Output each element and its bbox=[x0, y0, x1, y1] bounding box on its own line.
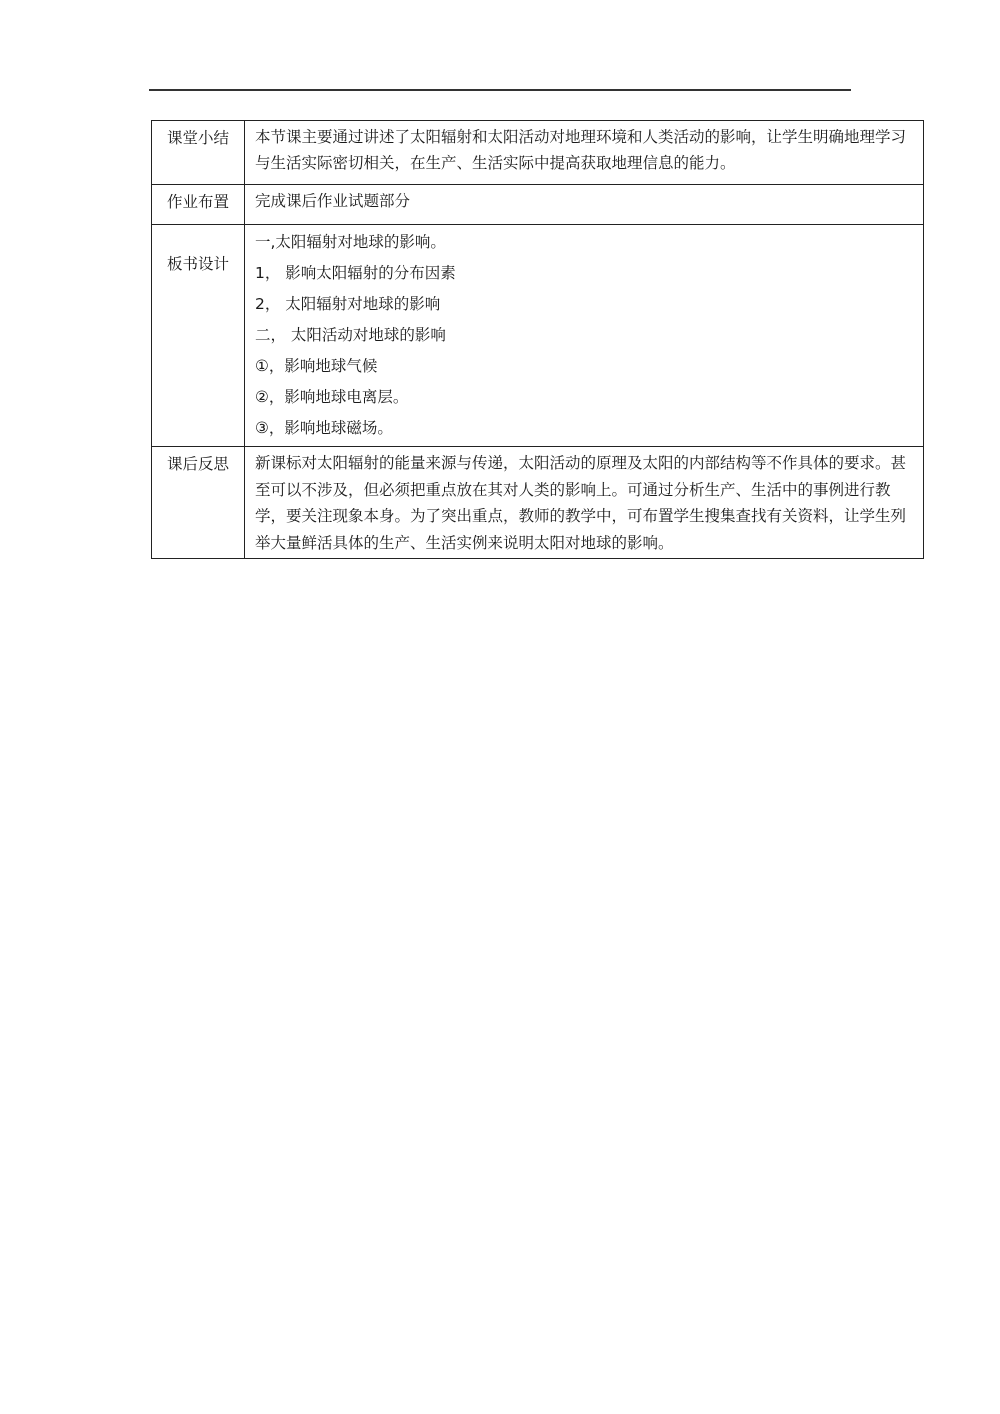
board-line: ②，影响地球电离层。 bbox=[255, 388, 409, 406]
homework-label: 作业布置 bbox=[152, 185, 245, 225]
board-line: 一,太阳辐射对地球的影响。 bbox=[255, 233, 446, 251]
reflection-content bbox=[245, 447, 924, 559]
board-line: 2， 太阳辐射对地球的影响 bbox=[255, 295, 441, 313]
board-line: ①，影响地球气候 bbox=[255, 357, 378, 375]
table-row-homework bbox=[152, 185, 924, 225]
summary-content bbox=[245, 121, 924, 185]
reflection-text: 新课标对太阳辐射的能量来源与传递，太阳活动的原理及太阳的内部结构等不作具体的要求。甚至可以不涉及，但必须把重点放在其对人类的影响上。可通过分析生产、生活中的事例进行教学，要关注现象本身。为了突出重点，教师的教学中，可布置学生搜集查找有关资料，让学生列举大量鲜活具体的生产、生活实例来说明太阳对地球的影响。 bbox=[255, 454, 907, 552]
table-row-summary bbox=[152, 121, 924, 185]
table-row-reflection bbox=[152, 447, 924, 559]
homework-content bbox=[245, 185, 924, 225]
board-label: 板书设计 bbox=[152, 225, 245, 447]
summary-label: 课堂小结 bbox=[152, 121, 245, 185]
homework-text: 完成课后作业试题部分 bbox=[255, 192, 411, 210]
header-rule bbox=[149, 89, 851, 91]
board-content bbox=[245, 225, 924, 447]
lesson-plan-table bbox=[151, 120, 924, 559]
reflection-label: 课后反思 bbox=[152, 447, 245, 559]
summary-text: 本节课主要通过讲述了太阳辐射和太阳活动对地理环境和人类活动的影响，让学生明确地理学习与生活实际密切相关，在生产、生活实际中提高获取地理信息的能力。 bbox=[255, 128, 907, 172]
table-row-board bbox=[152, 225, 924, 447]
board-line: ③，影响地球磁场。 bbox=[255, 419, 393, 437]
board-line: 二， 太阳活动对地球的影响 bbox=[255, 326, 446, 344]
board-line: 1， 影响太阳辐射的分布因素 bbox=[255, 264, 456, 282]
